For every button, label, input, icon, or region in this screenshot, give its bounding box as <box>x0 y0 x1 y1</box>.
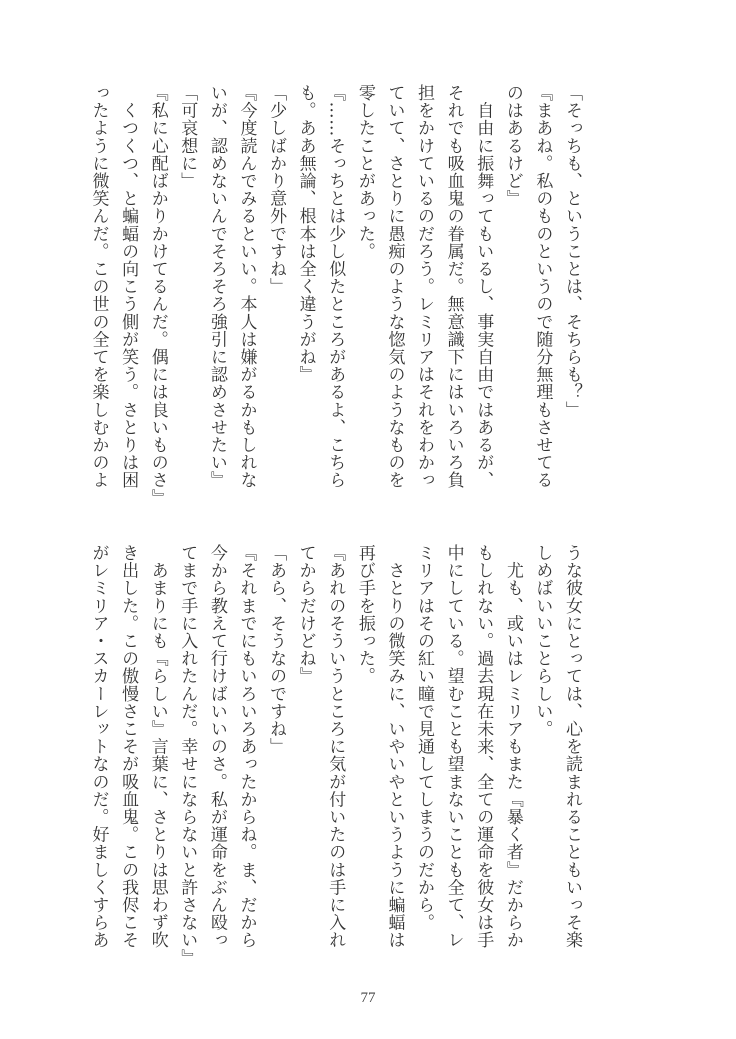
text-line: 『私に心配ばかりかけてるんだ。偶には良いものさ』 <box>147 84 168 507</box>
text-line: いが、認めないんでそろそろ強引に認めさせたい』 <box>206 84 227 489</box>
text-line: のはあるけど』 <box>502 84 523 208</box>
text-line: さとりの微笑みに、いやいやというように蝙蝠は <box>384 544 405 949</box>
text-line: 「少しばかり意外ですね」 <box>266 84 287 296</box>
text-line: それでも吸血鬼の眷属だ。無意識下にはいろいろ負 <box>443 84 464 489</box>
text-line: 担をかけているのだろう。レミリアはそれをわかっ <box>414 84 435 489</box>
text-line: てからだけどね』 <box>295 544 316 685</box>
text-line: 零したことがあった。 <box>354 84 375 260</box>
text-line: がレミリア・スカーレットなのだ。好ましくすらあ <box>88 544 109 949</box>
text-line: うな彼女にとっては、心を読まれることもいっそ楽 <box>562 544 582 949</box>
text-block-top <box>83 84 586 507</box>
text-line: くつくつ、と蝙蝠の向こう側が笑う。さとりは困 <box>118 84 139 489</box>
text-line: 自由に振舞ってもいるし、事実自由ではあるが、 <box>473 84 494 489</box>
text-line: も。ああ無論、根本は全く違うがね』 <box>295 84 316 384</box>
text-line: 中にしている。望むことも望まないことも全て、レ <box>443 544 464 949</box>
text-block-bottom <box>83 544 586 967</box>
text-line: ていて、さとりに愚痴のような惚気のようなものを <box>384 84 405 489</box>
text-line: ミリアはその紅い瞳で見通してしまうのだから。 <box>414 544 435 932</box>
text-line: ったように微笑んだ。この世の全てを楽しむかのよ <box>88 84 109 489</box>
text-line: 『あれのそういうところに気が付いたのは手に入れ <box>325 544 346 949</box>
text-line: しめばいいことらしい。 <box>532 544 553 738</box>
text-line: 『……そっちとは少し似たところがあるよ、こちら <box>325 84 346 489</box>
text-line: 今から教えて行けばいいのさ。私が運命をぶん殴っ <box>206 544 227 949</box>
text-line: もしれない。過去現在未来、全ての運命を彼女は手 <box>473 544 494 949</box>
text-line: 再び手を振った。 <box>354 544 375 685</box>
text-line: き出した。この傲慢さこそが吸血鬼。この我侭こそ <box>118 544 139 949</box>
text-line: 「そっちも、ということは、そちらも？」 <box>562 84 582 419</box>
text-line: 「可哀想に」 <box>177 84 198 190</box>
text-line: 『まあね。私のものというので随分無理もさせてる <box>532 84 553 489</box>
text-line: あまりにも『らしい』言葉に、さとりは思わず吹 <box>147 544 168 949</box>
text-line: 『今度読んでみるといい。本人は嫌がるかもしれな <box>236 84 257 489</box>
text-line: てまで手に入れたんだ。幸せにならないと許さない』 <box>177 544 198 967</box>
page-number: 77 <box>360 990 376 1006</box>
text-line: 「あら、そうなのですね」 <box>266 544 287 756</box>
text-line: 『それまでにもいろいろあったからね。ま、だから <box>236 544 257 949</box>
text-line: 尤も、或いはレミリアもまた『暴く者』だからか <box>502 544 523 949</box>
